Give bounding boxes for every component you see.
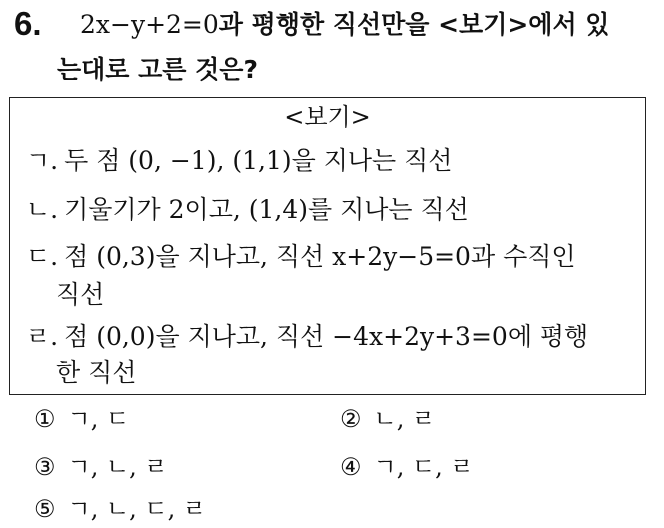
- item-text-before: 점 (0,0)을 지나고, 직선: [64, 322, 333, 351]
- question-stem-line-1: [80, 8, 609, 42]
- item-mark: ㄷ.: [26, 242, 59, 271]
- bogi-item-c-continuation: 직선: [56, 280, 105, 309]
- item-equation: x+2y−5=0: [332, 242, 471, 271]
- answer-choice-1[interactable]: [34, 403, 129, 435]
- choice-number: ②: [340, 405, 362, 433]
- choice-number: ⑤: [34, 495, 56, 523]
- item-mark: ㄱ.: [26, 146, 59, 175]
- bogi-item-c: [26, 240, 576, 274]
- choice-label: ㄱ, ㄷ: [67, 405, 130, 433]
- bogi-item-a: [26, 144, 452, 178]
- choice-label: ㄱ, ㄴ, ㄷ, ㄹ: [67, 495, 207, 523]
- stem-equation: 2x−y+2=0: [80, 10, 219, 39]
- item-text-after: 과 수직인: [470, 242, 576, 271]
- question-number: 6.: [14, 5, 42, 42]
- choice-label: ㄱ, ㄷ, ㄹ: [373, 453, 474, 481]
- bogi-box: [9, 97, 646, 395]
- answer-choice-5[interactable]: [34, 493, 206, 525]
- bogi-item-b: [26, 193, 469, 227]
- choice-number: ③: [34, 453, 56, 481]
- answer-choice-2[interactable]: [340, 403, 435, 435]
- item-text: 두 점 (0, −1), (1,1)을 지나는 직선: [64, 146, 453, 175]
- bogi-title: <보기>: [284, 103, 371, 131]
- stem-text-1: 과 평행한 직선만을 <보기>에서 있: [218, 10, 610, 39]
- item-mark: ㄴ.: [26, 195, 59, 224]
- choice-label: ㄱ, ㄴ, ㄹ: [67, 453, 168, 481]
- choice-number: ①: [34, 405, 56, 433]
- item-text: 기울기가 2이고, (1,4)를 지나는 직선: [64, 195, 469, 224]
- answer-choice-4[interactable]: [340, 451, 474, 483]
- answer-choice-3[interactable]: [34, 451, 168, 483]
- item-text-before: 점 (0,3)을 지나고, 직선: [64, 242, 333, 271]
- item-mark: ㄹ.: [26, 322, 59, 351]
- item-text-after: 에 평행: [507, 322, 589, 351]
- item-equation: −4x+2y+3=0: [332, 322, 508, 351]
- question-stem-line-2: 는대로 고른 것은?: [57, 55, 258, 84]
- choice-number: ④: [340, 453, 362, 481]
- bogi-item-d: [26, 320, 588, 354]
- choice-label: ㄴ, ㄹ: [373, 405, 436, 433]
- bogi-item-d-continuation: 한 직선: [56, 358, 137, 387]
